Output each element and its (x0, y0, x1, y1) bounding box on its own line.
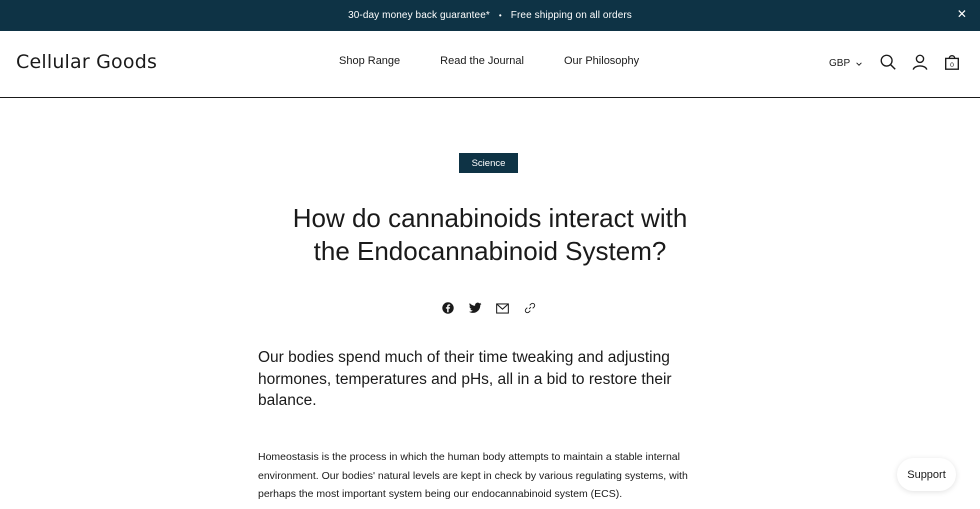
announcement-bar (0, 0, 980, 31)
email-icon (496, 303, 509, 314)
currency-selector[interactable] (829, 58, 863, 69)
announcement-shipping: Free shipping on all orders (510, 10, 632, 21)
announcement-guarantee: 30-day money back guarantee* (348, 10, 490, 21)
search-icon[interactable] (879, 53, 897, 71)
article-lead: Our bodies spend much of their time tweaking and adjusting hormones, temperatures and pHs, all in a bid to restore their balance. (258, 349, 672, 409)
chevron-down-icon (855, 60, 863, 68)
main-nav (339, 55, 679, 67)
announcement-separator: • (498, 11, 502, 20)
facebook-icon (442, 302, 454, 314)
article-title (240, 202, 740, 268)
article-title-line1: How do cannabinoids interact with (292, 203, 688, 233)
account-icon[interactable] (911, 53, 929, 71)
site-header (0, 31, 980, 98)
twitter-icon (469, 302, 482, 314)
nav-shop-range[interactable]: Shop Range (339, 55, 401, 67)
support-button[interactable]: Support (897, 458, 956, 491)
article-body-paragraph: Homeostasis is the process in which the human body attempts to maintain a stable internal environment. Our bodies' natural levels are kept in check by various regulating systems, with perhaps the most important system being our endocannabinoid system (ECS). (258, 451, 688, 500)
cart-count: 0 (950, 61, 954, 69)
logo[interactable]: Cellular Goods (16, 51, 158, 73)
link-icon (524, 302, 536, 314)
article-title-line2: the Endocannabinoid System? (313, 236, 667, 266)
share-email-button[interactable] (495, 301, 509, 315)
nav-our-philosophy[interactable]: Our Philosophy (563, 55, 640, 67)
cart-icon[interactable] (943, 53, 961, 71)
currency-label: GBP (829, 58, 851, 69)
share-twitter-button[interactable] (468, 301, 482, 315)
share-facebook-button[interactable] (441, 301, 455, 315)
copy-link-button[interactable] (523, 301, 537, 315)
category-tag[interactable]: Science (459, 153, 518, 173)
close-icon[interactable]: ✕ (956, 7, 968, 21)
nav-read-the-journal[interactable]: Read the Journal (440, 55, 524, 67)
